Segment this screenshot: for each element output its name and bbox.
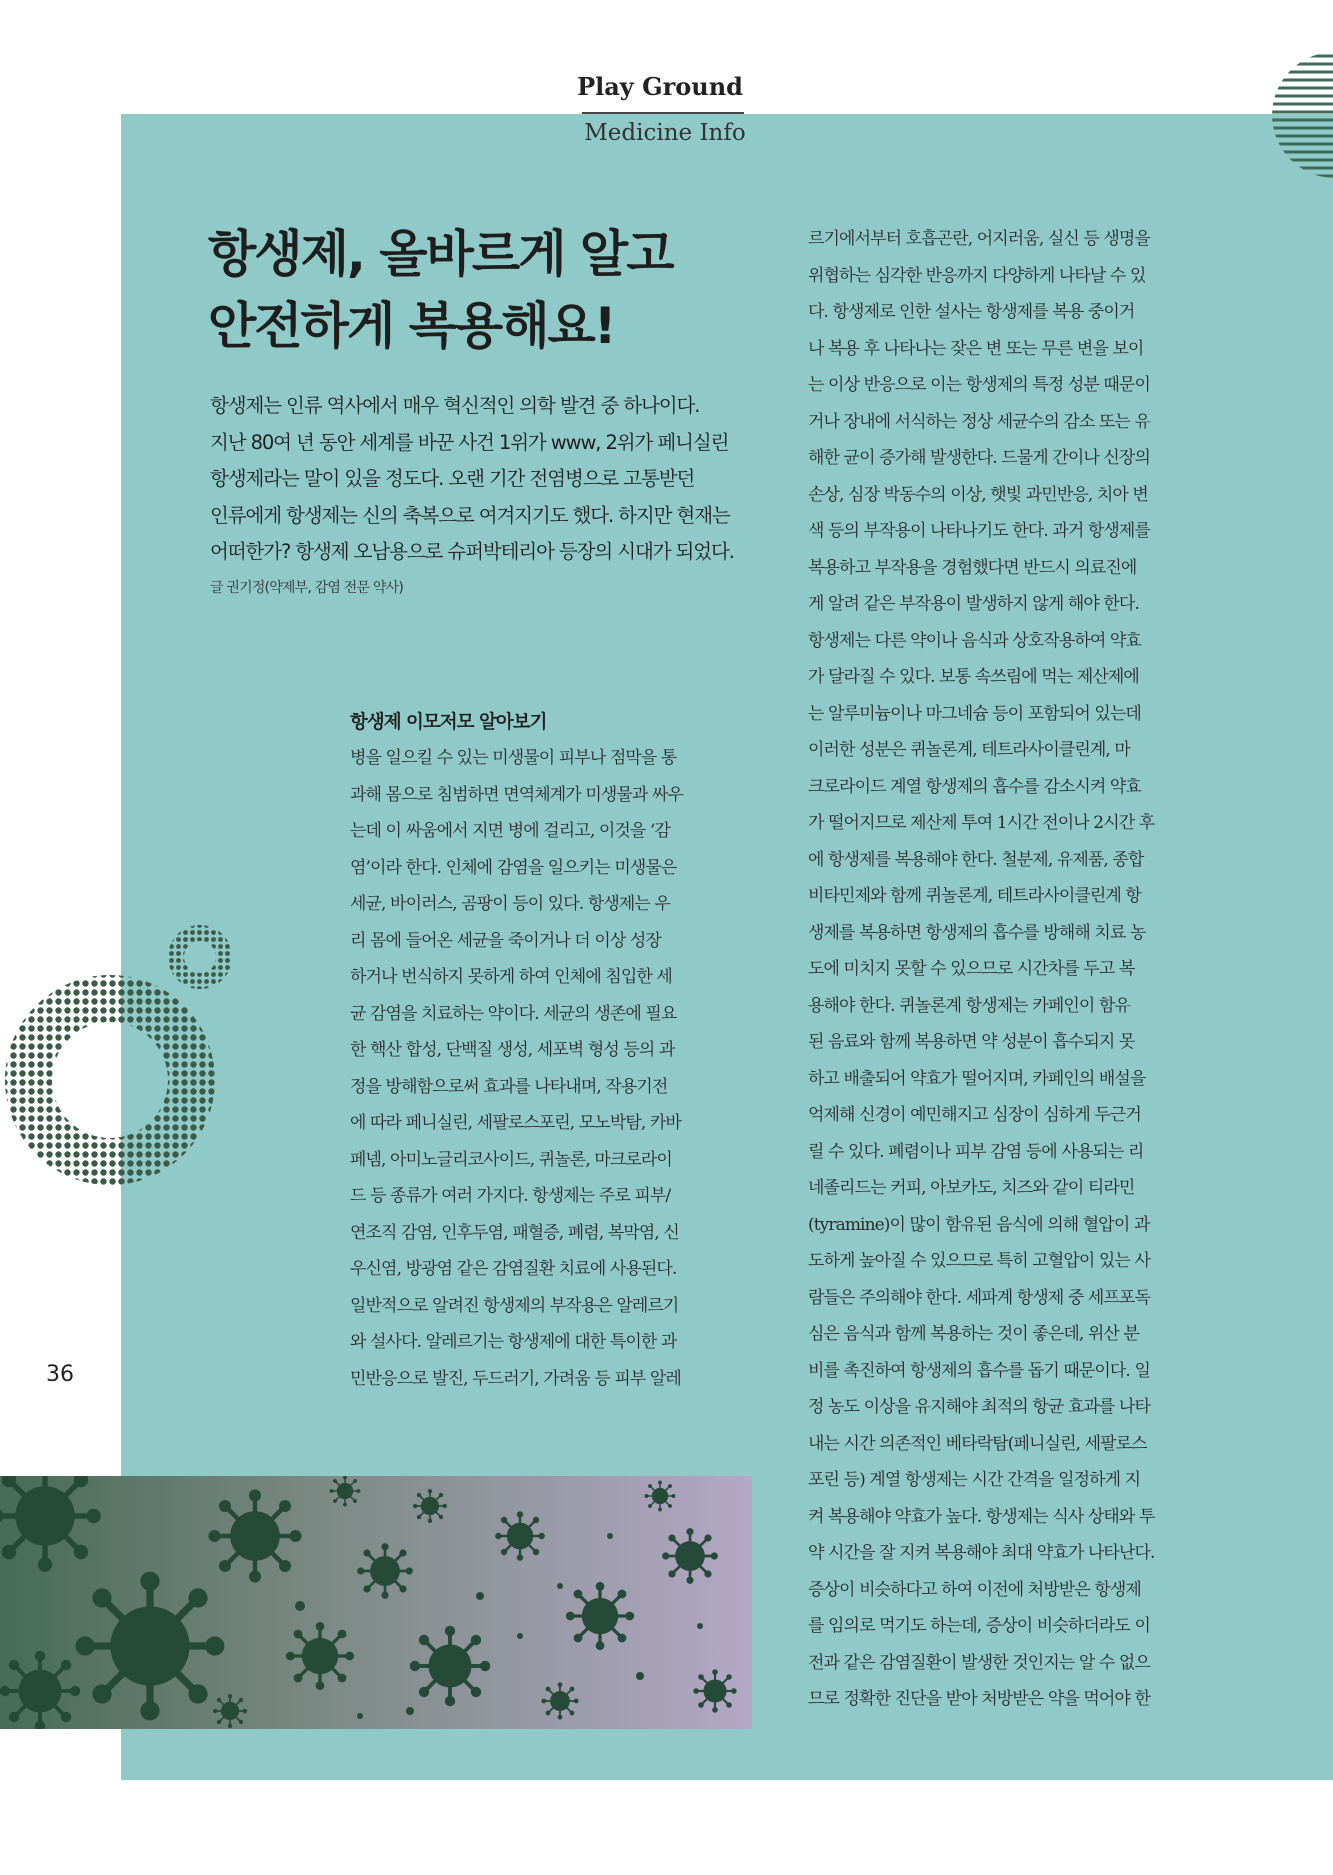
body-line: 드 등 종류가 여러 가지다. 항생제는 주로 피부/ — [350, 1186, 671, 1206]
body-line: 도에 미치지 못할 수 있으므로 시간차를 두고 복 — [808, 959, 1135, 979]
body-line: 거나 장내에 서식하는 정상 세균수의 감소 또는 유 — [808, 411, 1150, 432]
body-line: 약 시간을 잘 지켜 복용해야 최대 약효가 나타난다. — [808, 1543, 1155, 1563]
body-line: 생제를 복용하면 항생제의 흡수를 방해해 치료 농 — [808, 922, 1146, 943]
body-line: 심은 음식과 함께 복용하는 것이 좋은데, 위산 분 — [808, 1324, 1139, 1344]
body-line: 크로라이드 계열 항생제의 흡수를 감소시켜 약효 — [808, 776, 1141, 797]
body-line: 게 알려 같은 부작용이 발생하지 않게 해야 한다. — [808, 594, 1139, 614]
body-line: 색 등의 부작용이 나타나기도 한다. 과거 항생제를 — [808, 521, 1150, 541]
body-line: 하거나 번식하지 못하게 하여 인체에 침입한 세 — [350, 967, 672, 987]
body-column-2 — [808, 221, 1213, 1718]
body-line: 는 알루미늄이나 마그네슘 등이 포함되어 있는데 — [808, 703, 1141, 724]
virus-illustration — [0, 1476, 752, 1729]
body-line: 가 달라질 수 있다. 보통 속쓰림에 먹는 제산제에 — [808, 667, 1139, 687]
body-line: 도하게 높아질 수 있으므로 특히 고혈압이 있는 사 — [808, 1251, 1150, 1271]
body-line: 를 임의로 먹기도 하는데, 증상이 비슷하더라도 이 — [808, 1616, 1150, 1636]
body-line: 항생제는 다른 약이나 음식과 상호작용하여 약효 — [808, 630, 1141, 651]
body-line: 네졸리드는 커피, 아보카도, 치즈와 같이 티라민 — [808, 1178, 1135, 1198]
body-line: 우신염, 방광염 같은 감염질환 치료에 사용된다. — [350, 1259, 677, 1279]
body-line: 균 감염을 치료하는 약이다. 세균의 생존에 필요 — [350, 1003, 677, 1024]
body-line: 일반적으로 알려진 항생제의 부작용은 알레르기 — [350, 1295, 679, 1316]
body-line: 하고 배출되어 약효가 떨어지며, 카페인의 배설을 — [808, 1068, 1146, 1089]
body-line: 과해 몸으로 침범하면 면역체계가 미생물과 싸우 — [350, 784, 683, 805]
section-heading: 항생제 이모저모 알아보기 — [350, 712, 547, 733]
body-line: 연조직 감염, 인후두염, 패혈증, 폐렴, 복막염, 신 — [350, 1222, 679, 1243]
headline-line: 안전하게 복용해요! — [208, 297, 615, 355]
body-line: 리 몸에 들어온 세균을 죽이거나 더 이상 성장 — [350, 930, 661, 951]
body-line: 비타민제와 함께 퀴놀론계, 테트라사이클린계 항 — [808, 886, 1141, 906]
body-line: 에 항생제를 복용해야 한다. 철분제, 유제품, 종합 — [808, 849, 1144, 870]
body-line: (tyramine)이 많이 함유된 음식에 의해 혈압이 과 — [808, 1214, 1150, 1235]
body-line: 염’이라 한다. 인체에 감염을 일으키는 미생물은 — [350, 857, 677, 878]
striped-circle-decoration-icon — [1270, 50, 1333, 180]
body-line: 다. 항생제로 인한 설사는 항생제를 복용 중이거 — [808, 302, 1135, 322]
body-line: 에 따라 페니실린, 세팔로스포린, 모노박탐, 카바 — [350, 1113, 681, 1133]
body-line: 위협하는 심각한 반응까지 다양하게 나타날 수 있 — [808, 265, 1146, 286]
body-line: 르기에서부터 호흡곤란, 어지러움, 실신 등 생명을 — [808, 229, 1150, 249]
body-line: 는데 이 싸움에서 지면 병에 걸리고, 이것을 ‘감 — [350, 821, 670, 841]
body-line: 나 복용 후 나타나는 잦은 변 또는 무른 변을 보이 — [808, 338, 1144, 359]
body-line: 병을 일으킬 수 있는 미생물이 피부나 점막을 통 — [350, 748, 677, 768]
lead-line: 어떠한가? 항생제 오남용으로 슈퍼박테리아 등장의 시대가 되었다. — [210, 540, 734, 563]
page-number: 36 — [46, 1362, 74, 1387]
body-line: 해한 균이 증가해 발생한다. 드물게 간이나 신장의 — [808, 448, 1150, 468]
body-line: 손상, 심장 박동수의 이상, 햇빛 과민반응, 치아 변 — [808, 484, 1148, 505]
body-line: 억제해 신경이 예민해지고 심장이 심하게 두근거 — [808, 1105, 1141, 1125]
section-title: Play Ground — [577, 72, 743, 101]
body-line: 페넴, 아미노글리코사이드, 퀴놀론, 마크로라이 — [350, 1149, 672, 1170]
body-line: 므로 정확한 진단을 받아 처방받은 약을 먹어야 한 — [808, 1689, 1150, 1709]
body-line: 릴 수 있다. 폐렴이나 피부 감염 등에 사용되는 리 — [808, 1141, 1144, 1162]
body-line: 복용하고 부작용을 경험했다면 반드시 의료진에 — [808, 557, 1137, 578]
body-line: 가 떨어지므로 제산제 투여 1시간 전이나 2시간 후 — [808, 813, 1155, 833]
headline-line: 항생제, 올바르게 알고 — [208, 225, 673, 283]
body-column-1 — [350, 740, 755, 1397]
body-line: 민반응으로 발진, 두드러기, 가려움 등 피부 알레 — [350, 1368, 681, 1389]
lead-line: 항생제는 인류 역사에서 매우 혁신적인 의학 발견 중 하나이다. — [210, 394, 700, 417]
body-line: 는 이상 반응으로 이는 항생제의 특정 성분 때문이 — [808, 375, 1150, 395]
lead-line: 항생제라는 말이 있을 정도다. 오랜 기간 전염병으로 고통받던 — [210, 467, 695, 490]
body-line: 전과 같은 감염질환이 발생한 것인지는 알 수 없으 — [808, 1652, 1150, 1673]
body-line: 이러한 성분은 퀴놀론계, 테트라사이클린계, 마 — [808, 740, 1130, 760]
body-line: 된 음료와 함께 복용하면 약 성분이 흡수되지 못 — [808, 1032, 1135, 1052]
author-byline: 글 권기정(약제부, 감염 전문 약사) — [210, 580, 403, 596]
lead-line: 지난 80여 년 동안 세계를 바꾼 사건 1위가 www, 2위가 페니실린 — [210, 430, 729, 454]
body-line: 세균, 바이러스, 곰팡이 등이 있다. 항생제는 우 — [350, 894, 670, 914]
header-divider — [582, 112, 744, 114]
section-subtitle: Medicine Info — [584, 120, 746, 146]
lead-paragraph — [210, 388, 780, 571]
body-line: 정 농도 이상을 유지해야 최적의 항균 효과를 나타 — [808, 1397, 1150, 1417]
body-line: 람들은 주의해야 한다. 세파계 항생제 중 세프포독 — [808, 1287, 1150, 1308]
body-line: 와 설사다. 알레르기는 항생제에 대한 특이한 과 — [350, 1332, 677, 1352]
lead-line: 인류에게 항생제는 신의 축복으로 여겨지기도 했다. 하지만 현재는 — [210, 503, 730, 527]
body-line: 용해야 한다. 퀴놀론계 항생제는 카페인이 함유 — [808, 995, 1130, 1016]
article-headline — [208, 218, 768, 362]
body-line: 한 핵산 합성, 단백질 생성, 세포벽 형성 등의 과 — [350, 1040, 675, 1060]
halftone-ring-decoration-icon — [0, 880, 270, 1240]
body-line: 비를 촉진하여 항생제의 흡수를 돕기 때문이다. 일 — [808, 1360, 1150, 1381]
body-line: 켜 복용해야 약효가 높다. 항생제는 식사 상태와 투 — [808, 1506, 1155, 1527]
body-line: 정을 방해함으로써 효과를 나타내며, 작용기전 — [350, 1076, 668, 1097]
body-line: 포린 등) 계열 항생제는 시간 간격을 일정하게 지 — [808, 1470, 1141, 1490]
body-line: 내는 시간 의존적인 베타락탐(페니실린, 세팔로스 — [808, 1433, 1147, 1454]
body-line: 증상이 비슷하다고 하여 이전에 처방받은 항생제 — [808, 1579, 1141, 1600]
